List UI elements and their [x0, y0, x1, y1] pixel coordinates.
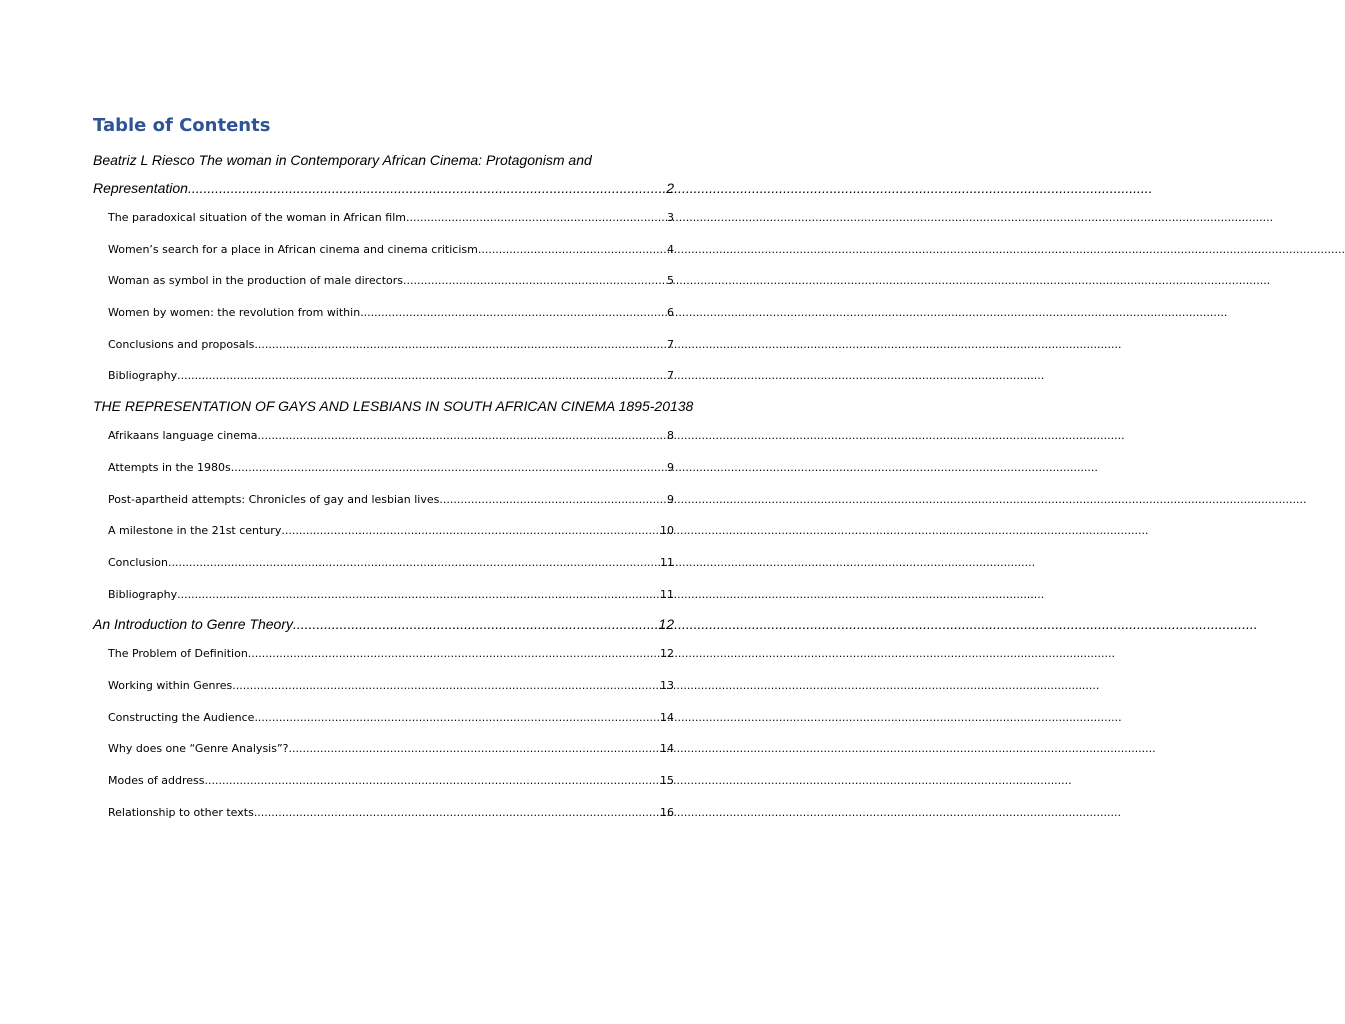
toc-page-number: 12 — [660, 647, 674, 661]
toc-section — [93, 146, 674, 392]
dot-leader — [177, 579, 660, 611]
toc-entry-level2[interactable] — [93, 329, 674, 361]
dot-leader — [406, 202, 667, 234]
dot-leader — [403, 265, 667, 297]
toc-entry-label: Bibliography — [108, 369, 178, 383]
toc-page-number: 7 — [667, 337, 674, 351]
toc-entry-level1[interactable] — [93, 146, 674, 174]
toc-entry-level2[interactable] — [93, 579, 674, 611]
toc-page-number: 12 — [658, 616, 674, 633]
toc-entry-label: Afrikaans language cinema — [108, 429, 258, 443]
toc-entry-level2[interactable] — [93, 484, 674, 516]
toc-entry-level2[interactable] — [93, 515, 674, 547]
toc-page-number: 9 — [667, 492, 674, 506]
toc-entry-level2[interactable] — [93, 265, 674, 297]
toc-page-number: 6 — [667, 306, 674, 320]
toc-entry-label: Conclusion — [108, 555, 168, 569]
toc-page-number: 3 — [667, 211, 674, 224]
toc-entry-label: Women’s search for a place in African cinema and cinema criticism — [108, 242, 478, 256]
toc-page-number: 9 — [667, 460, 674, 474]
toc-heading: Table of Contents — [93, 115, 271, 136]
toc-section — [93, 392, 694, 610]
dot-leader — [188, 174, 666, 202]
toc-page-number: 13 — [660, 678, 674, 692]
dot-leader — [177, 360, 667, 392]
toc-entry-label: Conclusions and proposals — [108, 337, 255, 351]
toc-entry-label: Bibliography — [108, 587, 178, 601]
toc-entry-title: THE REPRESENTATION OF GAYS AND LESBIANS IN SOUTH AFRICAN CINEMA 1895-2013 — [93, 398, 686, 415]
dot-leader — [293, 610, 658, 638]
toc-entry-level2[interactable] — [93, 360, 674, 392]
toc-entry-label: The Problem of Definition — [108, 647, 248, 661]
toc-page-number: 11 — [660, 587, 674, 601]
toc-entry-label: The paradoxical situation of the woman in African film — [108, 211, 406, 224]
toc-entry-label: Women by women: the revolution from within — [108, 306, 361, 320]
toc-entry-label: Post-apartheid attempts: Chronicles of gay and lesbian lives — [108, 492, 440, 506]
toc-entry-title-line1: Beatriz L Riesco The woman in Contemporary African Cinema: Protagonism and — [93, 152, 592, 168]
toc-page-number: 2 — [666, 180, 674, 196]
dot-leader — [289, 733, 660, 765]
dot-leader — [257, 420, 667, 452]
toc-entry-level2[interactable] — [93, 797, 674, 829]
toc-page-number: 10 — [660, 524, 674, 538]
toc-entry-level2[interactable] — [93, 234, 674, 266]
toc-entry-label: Relationship to other texts — [108, 805, 254, 819]
toc-page-number: 14 — [660, 742, 674, 756]
toc-page-number: 8 — [667, 429, 674, 443]
toc-entry-level1[interactable] — [93, 610, 674, 638]
toc-entry-level2[interactable] — [93, 733, 674, 765]
toc-entry-label: Modes of address — [108, 774, 205, 787]
dot-leader — [478, 234, 667, 266]
toc-entry-title: An Introduction to Genre Theory — [93, 616, 293, 633]
dot-leader — [439, 484, 667, 516]
toc-entry-label: Attempts in the 1980s — [108, 460, 231, 474]
toc-entry-level2[interactable] — [93, 452, 674, 484]
toc-entry-level2[interactable] — [93, 638, 674, 670]
toc-page-number: 4 — [667, 242, 674, 256]
toc-entry-level1-continuation[interactable] — [93, 174, 674, 202]
toc-entry-level2[interactable] — [93, 670, 674, 702]
toc-entry-level2[interactable] — [93, 547, 674, 579]
toc-entry-title-line2: Representation — [93, 180, 188, 196]
toc-entry-level2[interactable] — [93, 765, 674, 797]
dot-leader — [360, 297, 667, 329]
toc-entry-level2[interactable] — [93, 420, 674, 452]
toc-page-number: 7 — [667, 369, 674, 383]
toc-entry-label: Woman as symbol in the production of male directors — [108, 274, 404, 288]
dot-leader — [168, 547, 660, 579]
dot-leader — [231, 452, 667, 484]
toc-page-number: 15 — [660, 774, 674, 787]
toc-page-number: 16 — [660, 805, 674, 819]
toc-entry-label: Why does one “Genre Analysis”? — [108, 742, 289, 756]
dot-leader — [254, 797, 660, 829]
toc-entry-label: A milestone in the 21st century — [108, 524, 282, 538]
dot-leader — [281, 515, 660, 547]
dot-leader — [205, 765, 660, 797]
toc-page-number: 14 — [660, 710, 674, 724]
toc-entry-level2[interactable] — [93, 202, 674, 234]
dot-leader — [232, 670, 660, 702]
toc-page-number: 5 — [667, 274, 674, 288]
toc-page-number: 8 — [685, 398, 694, 415]
toc-section — [93, 610, 674, 828]
toc-entry-label: Constructing the Audience — [108, 710, 255, 724]
dot-leader — [254, 329, 667, 361]
dot-leader — [254, 702, 660, 734]
toc-page-number: 11 — [660, 555, 674, 569]
toc-entry-level2[interactable] — [93, 702, 674, 734]
toc-entry-level2[interactable] — [93, 297, 674, 329]
toc-entry-label: Working within Genres — [108, 678, 233, 692]
dot-leader — [248, 638, 660, 670]
document-page — [93, 112, 694, 828]
toc-entry-level1[interactable] — [93, 392, 694, 420]
